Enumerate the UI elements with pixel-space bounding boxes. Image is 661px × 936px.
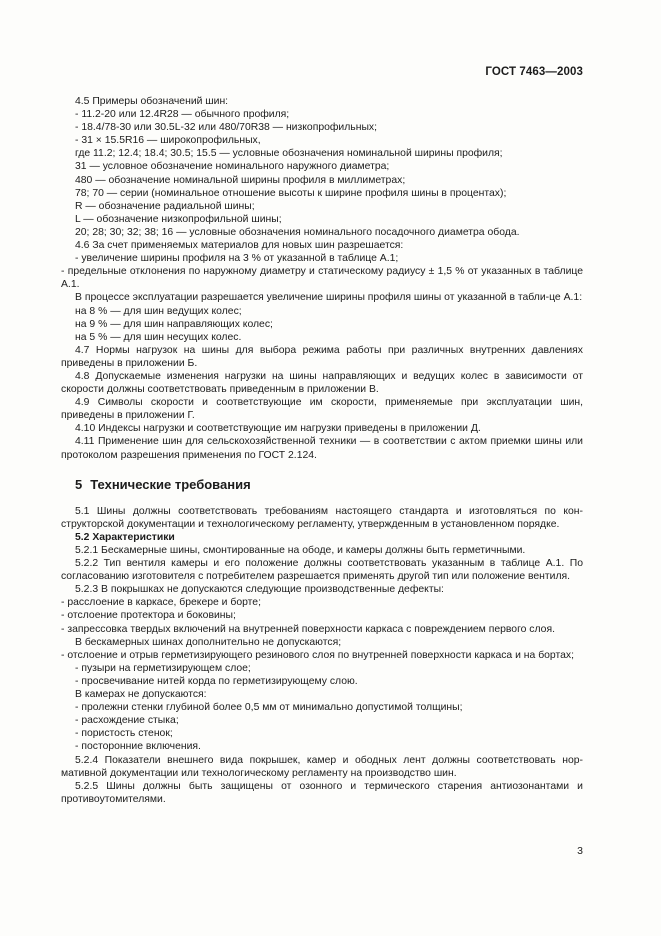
page-number: 3 [577,845,583,857]
page-body [61,95,583,806]
paragraph: - расслоение в каркасе, брекере и борте; [61,597,261,609]
section-title: Технические требования [90,476,251,492]
paragraph: - запрессовка твердых включений на внутренней поверхности каркаса с повреждением первого слоя. [61,623,555,635]
paragraph: - предельные отклонения по наружному диаметру и статическому радиусу ± 1,5 % от указанных в таблице А.1. [61,266,583,291]
paragraph: - пузыри на герметизирующем слое; [75,662,251,674]
paragraph: - посторонние включения. [75,741,201,753]
paragraph: 4.10 Индексы нагрузки и соответствующие им нагрузки приведены в приложении Д. [75,423,481,435]
section-heading [61,478,583,491]
section-number: 5 [75,476,83,492]
paragraph: 5.2.2 Тип вентиля камеры и его положение должны соответствовать указанным в таблице А.1. По согласованию изготовителя с потребителем разрешается применять другой тип или положение вентиля. [61,558,583,583]
paragraph: на 9 % — для шин направляющих колес; [75,318,273,330]
paragraph: - просвечивание нитей корда по герметизирующему слою. [75,675,358,687]
paragraph: 4.5 Примеры обозначений шин: [75,96,229,107]
paragraph: - пористость стенок; [75,728,173,740]
paragraph: - отслоение протектора и боковины; [61,610,236,622]
paragraph: - 11.2-20 или 12.4R28 — обычного профиля; [75,109,290,121]
paragraph: В процессе эксплуатации разрешается увеличение ширины профиля шины от указанной в табли-це А.1: [75,292,583,304]
paragraph: 480 — обозначение номинальной ширины профиля в миллиметрах; [75,174,406,186]
paragraph: где 11.2; 12.4; 18.4; 30.5; 15.5 — условные обозначения номинальной ширины профиля; [75,148,503,160]
paragraph: на 8 % — для шин ведущих колес; [75,305,242,317]
subsection-heading: 5.2 Характеристики [75,531,175,543]
paragraph: - пролежни стенки глубиной более 0,5 мм от минимально допустимой толщины; [75,702,463,714]
paragraph: 5.2.1 Бескамерные шины, смонтированные на ободе, и камеры должны быть герметичными. [75,545,526,556]
paragraph: 4.9 Символы скорости и соответствующие им скорости, применяемые при эксплуатации шин, приведены в приложении Г. [61,397,583,422]
paragraph: - 31 × 15.5R16 — широкопрофильных, [75,135,261,147]
paragraph: 4.6 За счет применяемых материалов для новых шин разрешается: [75,240,404,252]
paragraph: - отслоение и отрыв герметизирующего резинового слоя по внутренней поверхности каркаса и на бортах; [61,649,574,661]
paragraph: 5.2.4 Показатели внешнего вида покрышек, камер и ободных лент должны соответствовать нор-мативной документации или технологическому регламенту на производство шин. [61,754,583,779]
document-code: ГОСТ 7463—2003 [485,66,583,78]
paragraph: - расхождение стыка; [75,715,179,727]
paragraph: 5.1 Шины должны соответствовать требованиям настоящего стандарта и изготовляться по кон-структорской документации и технологическому регламенту, утвержденным в установленном порядке. [61,505,583,530]
paragraph: 5.2.3 В покрышках не допускаются следующие производственные дефекты: [75,584,444,596]
paragraph: 31 — условное обозначение номинального наружного диаметра; [75,161,390,173]
paragraph: 4.11 Применение шин для сельскохозяйственной техники — в соответствии с актом приемки шины или протоколом разрешения применения по ГОСТ 2.124. [61,436,583,461]
paragraph: L — обозначение низкопрофильной шины; [75,213,282,225]
paragraph: - 18.4/78-30 или 30.5L-32 или 480/70R38 — низкопрофильных; [75,122,377,134]
paragraph: 5.2.5 Шины должны быть защищены от озонного и термического старения антиозонантами и противоутомителями. [61,780,583,805]
paragraph: 4.8 Допускаемые изменения нагрузки на шины направляющих и ведущих колес в зависимости от скорости должны соответствовать приведенным в приложении В. [61,370,583,396]
paragraph: В камерах не допускаются: [75,689,207,701]
paragraph: 78; 70 — серии (номинальное отношение высоты к ширине профиля шины в процентах); [75,187,507,199]
paragraph: 20; 28; 30; 32; 38; 16 — условные обозначения номинального посадочного диаметра обода. [75,226,520,238]
paragraph: 4.7 Нормы нагрузок на шины для выбора режима работы при различных внутренних давлениях приведены в приложении Б. [61,344,583,369]
paragraph: В бескамерных шинах дополнительно не допускаются; [75,636,342,648]
paragraph: на 5 % — для шин несущих колес. [75,331,242,343]
paragraph: - увеличение ширины профиля на 3 % от указанной в таблице А.1; [75,253,399,265]
paragraph: R — обозначение радиальной шины; [75,200,255,212]
